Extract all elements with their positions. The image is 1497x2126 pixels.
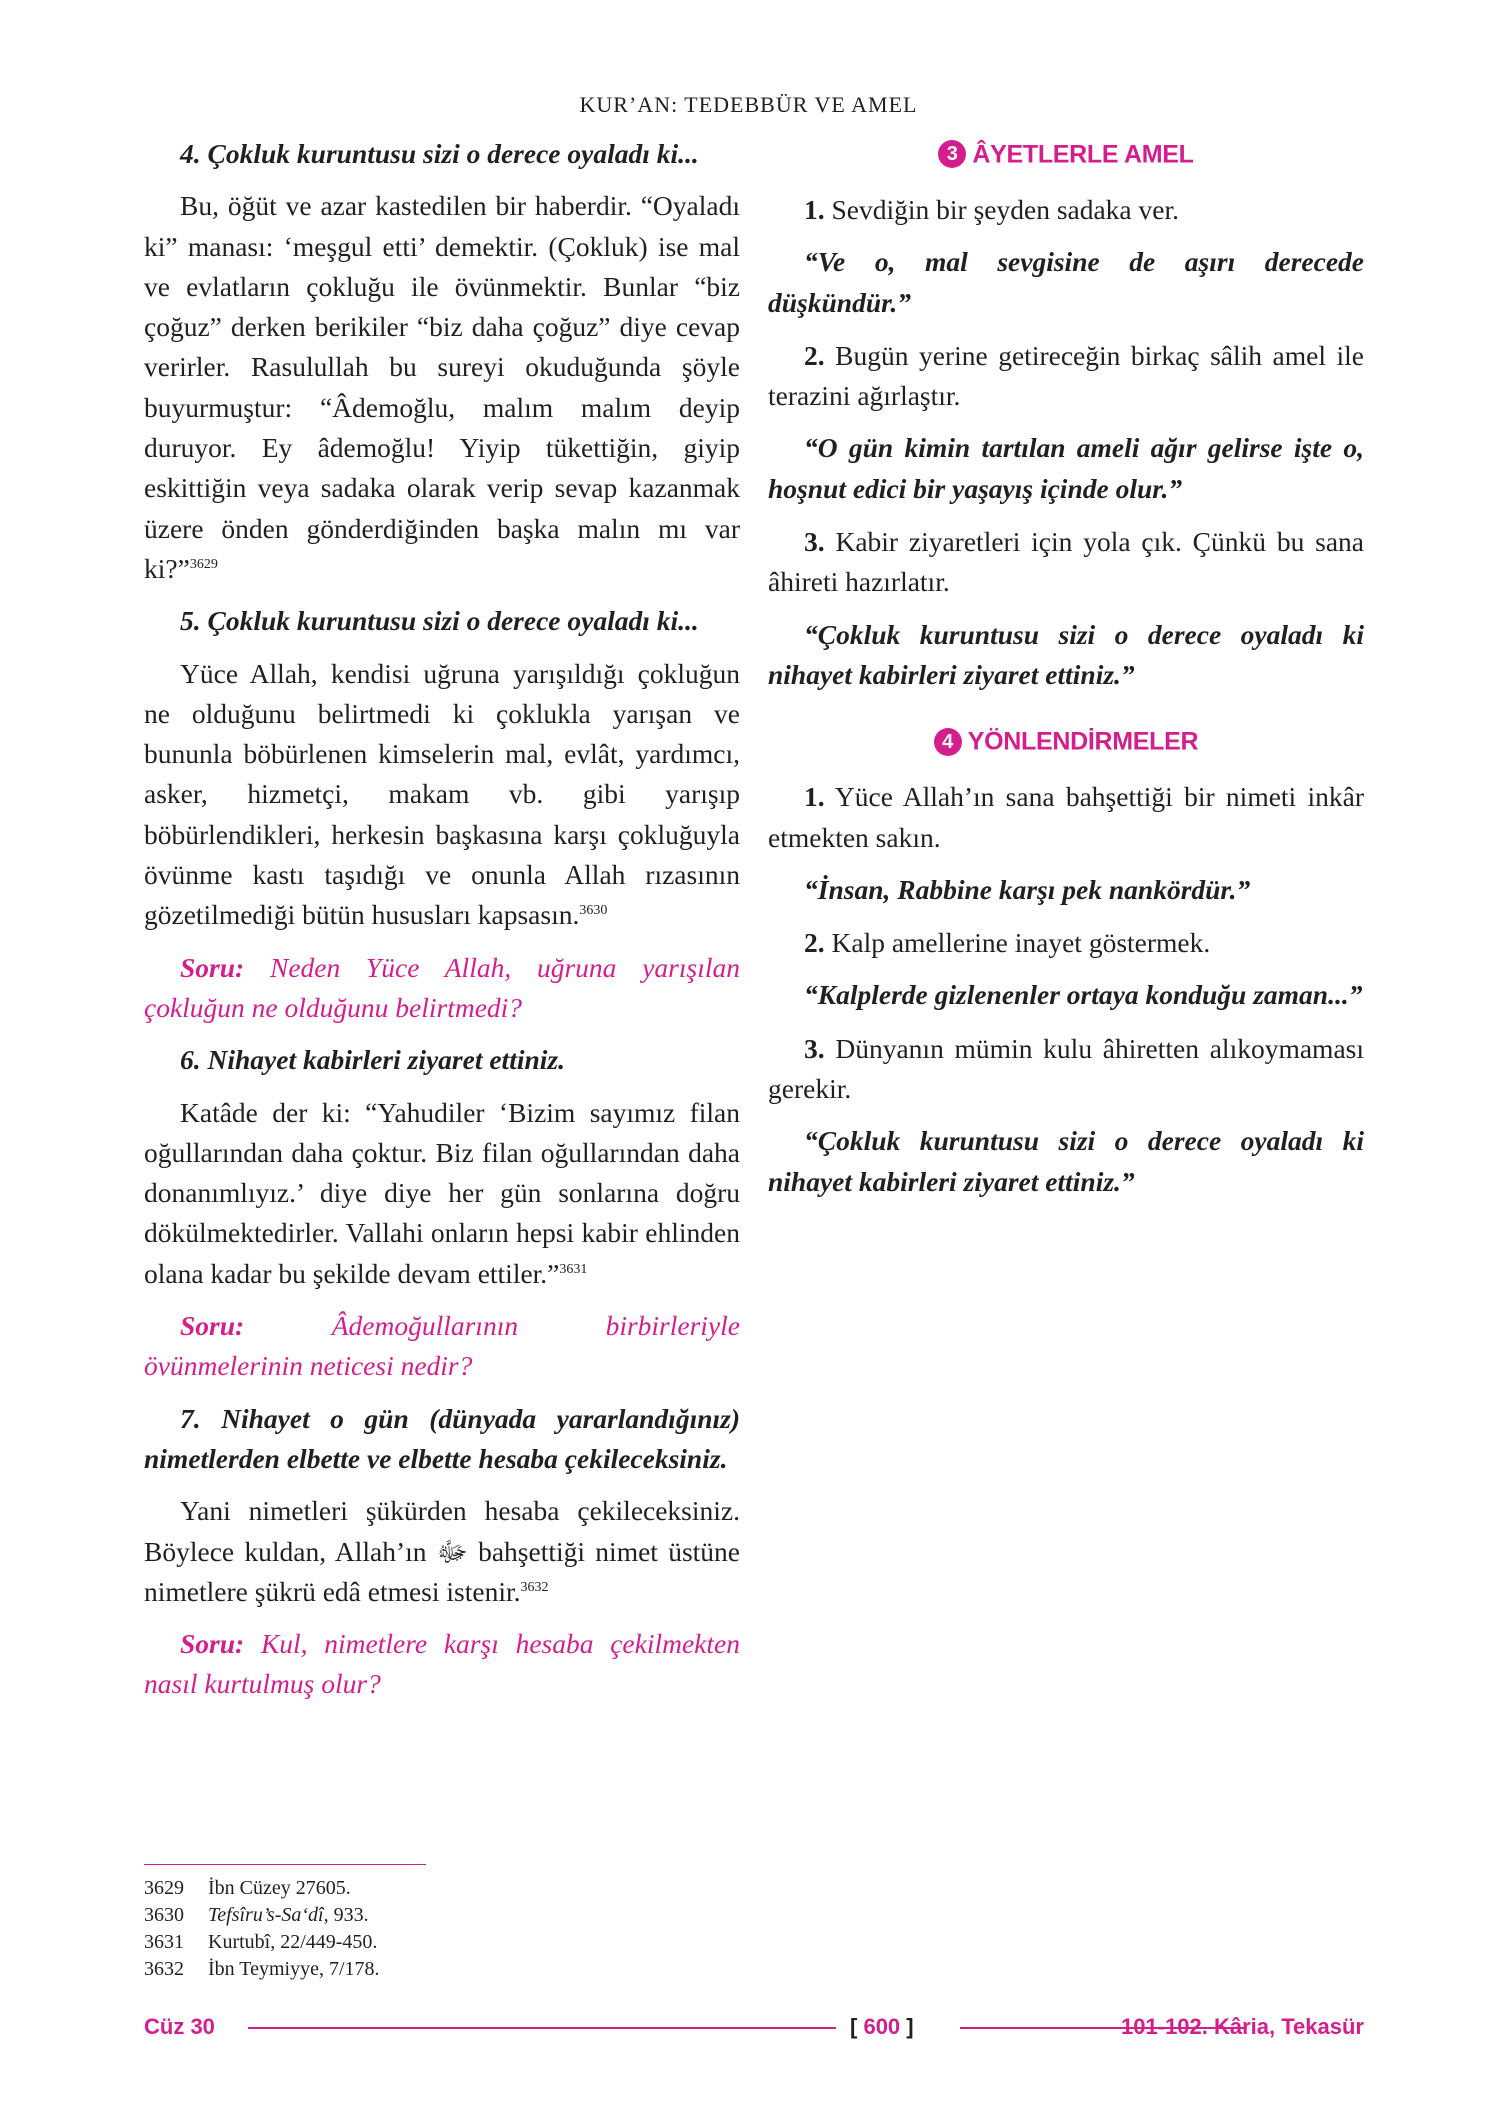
page-footer xyxy=(144,2007,1364,2047)
section-number-badge: 4 xyxy=(934,728,962,756)
verse-quote: “Çokluk kuruntusu sizi o derece oyaladı ki nihayet kabirleri ziyaret ettiniz.” xyxy=(768,1125,1364,1197)
question xyxy=(144,1624,740,1705)
footnote-text: İbn Cüzey 27605. xyxy=(208,1877,351,1899)
commentary-paragraph xyxy=(144,1491,740,1612)
paragraph-text: Katâde der ki: “Yahudiler ‘Bizim sayımız filan oğullarından daha çoktur. Biz filan oğullarından daha donanımlıyız.’ diye diye her gün sonlarına doğru dökülmektedirler. Vallahi onların hepsi kabir ehlinden olana kadar bu şekilde devam ettiler.” xyxy=(144,1096,740,1289)
item-number: 2. xyxy=(804,927,825,959)
section-title: ÂYETLERLE AMEL xyxy=(972,140,1194,169)
footnote xyxy=(144,1902,744,1929)
footnote-number: 3630 xyxy=(144,1904,184,1926)
footnote-ref: 3630 xyxy=(579,903,608,919)
footnote-divider xyxy=(144,1864,426,1865)
verse-heading-5 xyxy=(144,601,740,641)
verse-number: 5. xyxy=(180,605,201,637)
guidance-item xyxy=(768,777,1364,858)
verse-quote: “O gün kimin tartılan ameli ağır gelirse işte o, hoşnut edici bir yaşayış içinde olur.” xyxy=(768,432,1364,504)
verse-number: 7. xyxy=(180,1402,201,1434)
verse-quote: “Kalplerde gizlenenler ortaya konduğu zaman...” xyxy=(804,979,1363,1011)
commentary-paragraph xyxy=(144,186,740,589)
commentary-paragraph xyxy=(144,654,740,936)
item-text: Sevdiğin bir şeyden sadaka ver. xyxy=(831,194,1179,225)
item-text: Dünyanın mümin kulu âhiretten alıkoymaması gerekir. xyxy=(768,1032,1364,1105)
item-number: 1. xyxy=(804,194,825,225)
question-label: Soru: xyxy=(180,951,245,983)
section-number-badge: 3 xyxy=(938,140,966,168)
item-text: Yüce Allah’ın sana bahşettiği bir nimeti inkâr etmekten sakın. xyxy=(768,781,1364,853)
verse-number: 6. xyxy=(180,1044,201,1076)
question-label: Soru: xyxy=(180,1310,245,1342)
question xyxy=(144,948,740,1029)
verse-heading-6 xyxy=(144,1040,740,1080)
footnote-ref: 3629 xyxy=(189,556,218,572)
verse-heading-4 xyxy=(144,134,740,174)
footnote-source-title: Tefsîru’s-Sa‘dî xyxy=(208,1904,324,1926)
footnote-ref: 3631 xyxy=(559,1261,588,1277)
paragraph-text: Bu, öğüt ve azar kastedilen bir haberdir. “Oyaladı ki” manası: ‘meşgul etti’ demektir. (Çokluk) ise mal ve evlatların çokluğu ile övünmektir. Bunlar “biz çoğuz” derken berikiler “biz daha çoğuz” diye cevap verirler. Rasulullah bu sureyi okuduğunda şöyle buyurmuştur: “Âdemoğlu, malım malım deyip duruyor. Ey âdemoğlu! Yiyip tükettiğin, giyip eskittiğin veya sadaka olarak verip sevap kazanmak üzere önden gönderdiğinden başka malın mı var ki?” xyxy=(144,190,740,584)
item-number: 1. xyxy=(804,781,825,813)
section-title: YÖNLENDİRMELER xyxy=(967,727,1199,756)
question-text: Kul, nimetlere karşı hesaba çekilmekten nasıl kurtulmuş olur? xyxy=(144,1628,740,1700)
footnote xyxy=(144,1956,744,1983)
item-text: Bugün yerine getireceğin birkaç sâlih amel ile terazini ağırlaştır. xyxy=(768,339,1365,412)
verse-text: Nihayet o gün (dünyada yararlandığınız) nimetlerden elbette ve elbette hesaba çekileceksiniz. xyxy=(144,1402,741,1474)
question-label: Soru: xyxy=(180,1628,245,1660)
action-item xyxy=(768,190,1364,230)
verse-text: Çokluk kuruntusu sizi o derece oyaladı ki... xyxy=(207,605,699,637)
guidance-item xyxy=(768,1029,1364,1110)
verse-text: Çokluk kuruntusu sizi o derece oyaladı ki... xyxy=(207,138,699,169)
verse-quote: “İnsan, Rabbine karşı pek nankördür.” xyxy=(804,873,1251,905)
verse-text: Nihayet kabirleri ziyaret ettiniz. xyxy=(207,1044,565,1076)
section-heading-ayetlerle-amel xyxy=(768,134,1364,174)
footnotes xyxy=(144,1875,744,1983)
item-number: 2. xyxy=(804,339,825,371)
right-column xyxy=(768,134,1364,1215)
verse-heading-7 xyxy=(144,1399,740,1480)
bracket-close: ] xyxy=(906,2014,914,2039)
footnote xyxy=(144,1875,744,1902)
item-text: Kalp amellerine inayet göstermek. xyxy=(831,927,1211,959)
item-text: Kabir ziyaretleri için yola çık. Çünkü bu sana âhireti hazırlatır. xyxy=(768,526,1365,598)
left-column xyxy=(144,134,740,1717)
item-number: 3. xyxy=(804,1032,825,1064)
footnote-text: Kurtubî, 22/449-450. xyxy=(208,1931,378,1953)
question-text: Neden Yüce Allah, uğruna yarışılan çokluğun ne olduğunu belirtmedi? xyxy=(144,951,740,1023)
verse-quote: “Ve o, mal sevgisine de aşırı derecede düşkündür.” xyxy=(768,246,1364,318)
footnote-text: İbn Teymiyye, 7/178. xyxy=(208,1958,380,1980)
paragraph-text: Yani nimetleri şükürden hesaba çekileceksiniz. Böylece kuldan, Allah’ın ﷻ bahşettiği nimet üstüne nimetlere şükrü edâ etmesi istenir. xyxy=(144,1495,740,1607)
section-heading-yonlendirmeler xyxy=(768,721,1364,761)
running-title: KUR’AN: TEDEBBÜR VE AMEL xyxy=(579,92,918,117)
bracket-open: [ xyxy=(850,2014,858,2039)
page-number xyxy=(850,2007,914,2047)
commentary-paragraph xyxy=(144,1093,740,1294)
footer-rule-left xyxy=(248,2027,836,2029)
question-text: Âdemoğullarının birbirleriyle övünmelerinin neticesi nedir? xyxy=(144,1310,740,1382)
question xyxy=(144,1306,740,1387)
juz-label: Cüz 30 xyxy=(144,2014,215,2039)
guidance-item xyxy=(768,923,1364,963)
footnote-number: 3632 xyxy=(144,1958,184,1980)
item-number: 3. xyxy=(804,526,825,558)
action-item xyxy=(768,336,1364,417)
footnote-text: , 933. xyxy=(323,1904,369,1926)
page-number-value: 600 xyxy=(863,2014,901,2039)
footnote-ref: 3632 xyxy=(520,1579,549,1595)
footnote xyxy=(144,1929,744,1956)
action-item xyxy=(768,522,1364,603)
footnote-number: 3629 xyxy=(144,1877,184,1899)
verse-number: 4. xyxy=(180,138,201,169)
footnote-number: 3631 xyxy=(144,1931,184,1953)
surah-label: 101-102. Kâria, Tekasür xyxy=(1121,2014,1364,2039)
verse-quote: “Çokluk kuruntusu sizi o derece oyaladı ki nihayet kabirleri ziyaret ettiniz.” xyxy=(768,618,1364,690)
paragraph-text: Yüce Allah, kendisi uğruna yarışıldığı çokluğun ne olduğunu belirtmedi ki çoklukla yarışan ve bununla böbürlenen kimselerin mal, evlât, yardımcı, asker, hizmetçi, makam vb. gibi yarışıp böbürlendikleri, herkesin başkasına karşı çokluğuyla övünme kastı taşıdığı ve onunla Allah rızasının gözetilmediği bütün hususları kapsasın. xyxy=(144,657,740,931)
